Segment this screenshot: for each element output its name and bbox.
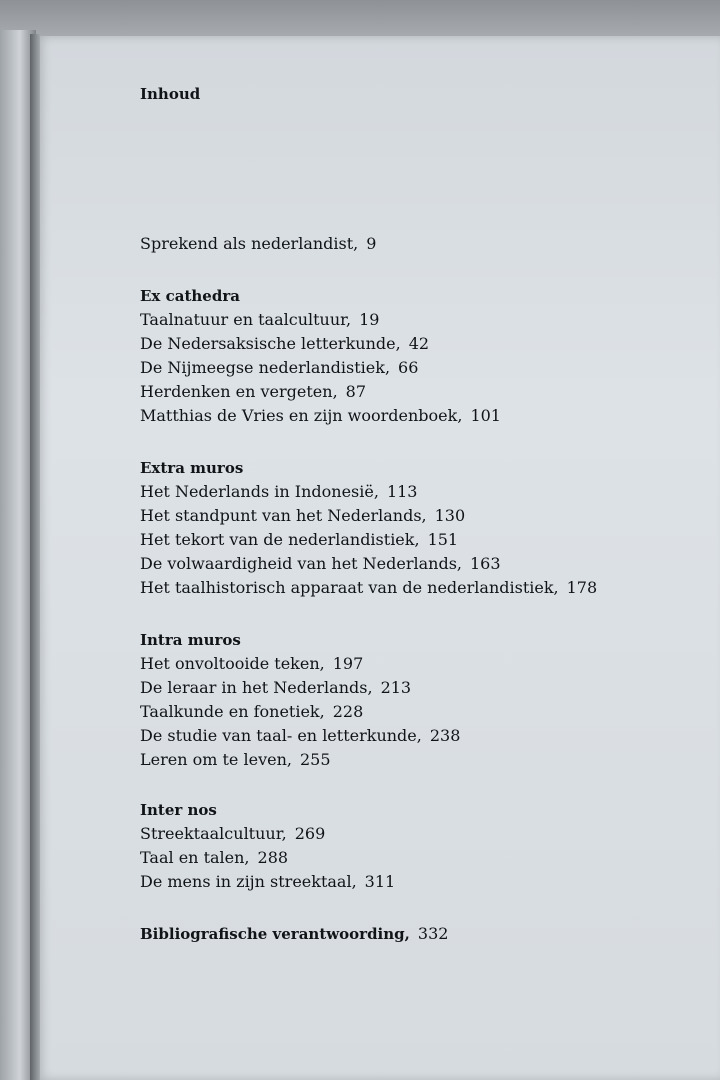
toc-entry — [140, 822, 325, 846]
entry-page: 269 — [294, 824, 326, 843]
entry-page: 19 — [359, 310, 380, 329]
entry-title: Taalnatuur en taalcultuur, — [140, 310, 352, 329]
entry-page: 163 — [470, 554, 501, 573]
entry-title: De leraar in het Nederlands, — [140, 678, 373, 697]
toc-entry — [140, 356, 418, 380]
entry-title: De volwaardigheid van het Nederlands, — [140, 554, 462, 573]
entry-page: 113 — [386, 482, 418, 501]
entry-title: Het taalhistorisch apparaat van de nederlandistiek, — [140, 578, 559, 597]
toc-entry — [140, 332, 429, 356]
toc-entry — [140, 676, 411, 700]
entry-title: Het onvoltooide teken, — [140, 654, 325, 673]
entry-title: De Nedersaksische letterkunde, — [140, 334, 401, 353]
entry-page: 238 — [429, 726, 461, 745]
entry-page: 213 — [380, 678, 412, 697]
entry-title: Het Nederlands in Indonesië, — [140, 482, 379, 501]
entry-title: De studie van taal- en letterkunde, — [140, 726, 422, 745]
entry-page: 332 — [417, 924, 449, 943]
entry-page: 87 — [345, 382, 367, 401]
entry-page: 101 — [470, 406, 501, 425]
entry-title: Streektaalcultuur, — [140, 824, 287, 843]
section-heading: Inter nos — [140, 801, 217, 819]
toc-entry — [140, 504, 465, 528]
entry-title: Taal en talen, — [140, 848, 250, 867]
entry-title: Leren om te leven, — [140, 750, 292, 769]
toc-entry — [140, 652, 363, 676]
toc-entry — [140, 480, 417, 504]
toc-entry — [140, 922, 448, 946]
toc-entry — [140, 870, 395, 894]
toc-entry — [140, 748, 331, 772]
toc-entry — [140, 380, 366, 404]
entry-page: 228 — [332, 702, 364, 721]
toc-entry — [140, 528, 458, 552]
toc-entry — [140, 846, 288, 870]
entry-page: 255 — [299, 750, 331, 769]
entry-page: 197 — [332, 654, 364, 673]
entry-page: 288 — [257, 848, 289, 867]
toc-entry — [140, 404, 501, 428]
entry-page: 9 — [366, 234, 377, 253]
entry-page: 42 — [408, 334, 430, 353]
entry-title: Matthias de Vries en zijn woordenboek, — [140, 406, 463, 425]
entry-title: Het tekort van de nederlandistiek, — [140, 530, 420, 549]
entry-title: De Nijmeegse nederlandistiek, — [140, 358, 391, 377]
entry-page: 151 — [427, 530, 459, 549]
section-heading: Ex cathedra — [140, 287, 240, 305]
book-gutter — [30, 34, 40, 1080]
entry-title: Bibliografische verantwoording, — [140, 925, 410, 943]
entry-title: Sprekend als nederlandist, — [140, 234, 359, 253]
entry-page: 130 — [434, 506, 466, 525]
table-of-contents — [140, 0, 700, 1080]
toc-entry — [140, 700, 363, 724]
entry-title: De mens in zijn streektaal, — [140, 872, 357, 891]
section-heading: Intra muros — [140, 631, 241, 649]
entry-title: Het standpunt van het Nederlands, — [140, 506, 427, 525]
entry-page: 178 — [566, 578, 598, 597]
entry-title: Taalkunde en fonetiek, — [140, 702, 325, 721]
toc-entry — [140, 552, 501, 576]
page-title: Inhoud — [140, 85, 201, 103]
toc-entry — [140, 308, 379, 332]
entry-title: Herdenken en vergeten, — [140, 382, 338, 401]
entry-page: 311 — [364, 872, 396, 891]
section-heading: Extra muros — [140, 459, 244, 477]
toc-entry — [140, 232, 376, 256]
toc-entry — [140, 724, 460, 748]
entry-page: 66 — [398, 358, 419, 377]
toc-entry — [140, 576, 597, 600]
